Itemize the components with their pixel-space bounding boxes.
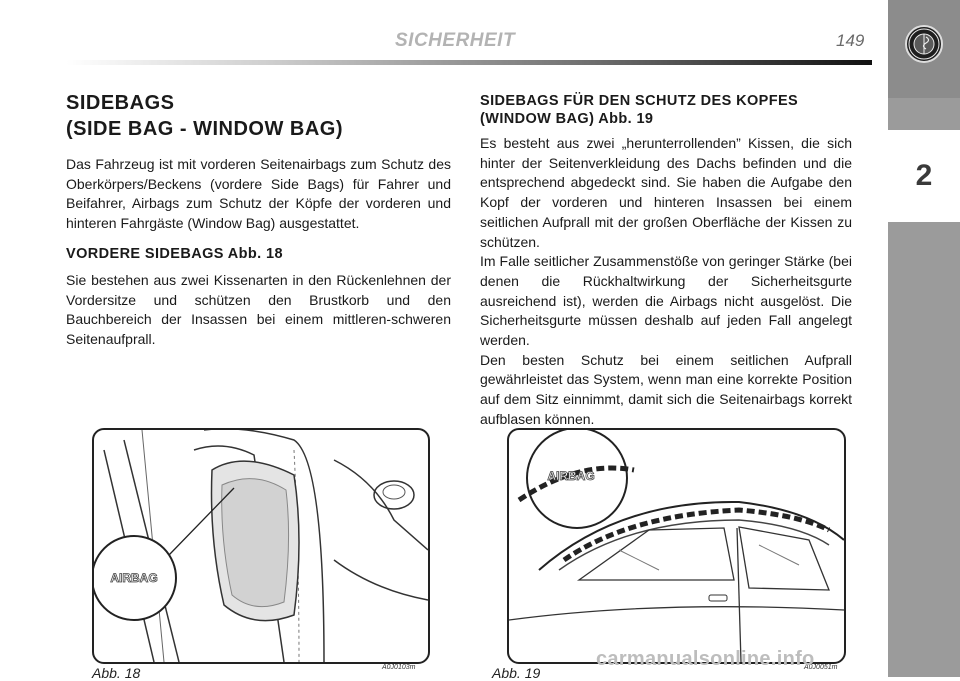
front-sidebags-heading: VORDERE SIDEBAGS Abb. 18: [66, 246, 283, 262]
main-heading-line2: (SIDE BAG - WINDOW BAG): [66, 118, 344, 140]
figure-19-caption: Abb. 19: [492, 665, 541, 681]
fig18-airbag-label: AIRBAG: [110, 571, 158, 585]
window-bag-paragraph-3: Den besten Schutz bei einem seitlichen Aufprall gewährleistet das System, wenn man eine korrekte Position auf dem Sitz einnimmt, damit sich die Seitenairbags korrekt aufblasen können.: [480, 351, 852, 427]
window-bag-text: [480, 134, 852, 430]
alfa-romeo-emblem-icon: [907, 27, 941, 61]
figure-19-code: A0J0051m: [804, 664, 838, 671]
window-bag-heading-line1: SIDEBAGS FÜR DEN SCHUTZ DES KOPFES: [480, 93, 799, 109]
header-rule: [66, 60, 872, 65]
main-heading-line1: SIDEBAGS: [66, 92, 175, 114]
brand-logo-icon: [905, 25, 943, 63]
section-title: SICHERHEIT: [395, 30, 516, 51]
intro-paragraph: Das Fahrzeug ist mit vorderen Seitenairbags zum Schutz des Oberkörpers/Beckens (vordere Side Bags) für Fahrer und Beifahrer, Airbags zum Schutz der Köpfe der vorderen und hinteren Fahrgäste (Window Bag) ausgestattet.: [66, 156, 451, 232]
window-bag-heading-line2: (WINDOW BAG) Abb. 19: [480, 111, 654, 127]
front-sidebags-paragraph: Sie bestehen aus zwei Kissenarten in den Rückenlehnen der Vordersitze und schützen den Brustkorb und den Bauchbereich der Insassen bei einem mittleren-schweren Seitenaufprall.: [66, 272, 451, 348]
main-heading: [66, 90, 466, 142]
figure-18-code: A0J0103m: [382, 664, 416, 671]
seat-airbag-illustration: [94, 430, 428, 662]
chapter-tab[interactable]: [888, 130, 960, 222]
figure-19: [507, 428, 846, 664]
window-bag-paragraph-1: Es besteht aus zwei „herunterrollenden” Kissen, die sich hinter der Seitenverkleidung des Dachs befinden und die entsprechend abgedeckt sind. Sie haben die Aufgabe den Kopf der vorderen und hinteren Insassen bei einem seitlichen Aufprall mit der großen Oberfläche der Kissen zu schützen.: [480, 135, 852, 250]
fig19-airbag-label: AIRBAG: [547, 469, 595, 483]
site-watermark: carmanualsonline.info: [596, 648, 815, 670]
chapter-number: 2: [915, 159, 933, 192]
figure-18: [92, 428, 430, 664]
page-number: 149: [836, 31, 865, 50]
window-bag-heading: [480, 92, 852, 128]
brand-logo-box: [888, 0, 960, 98]
figure-18-caption: Abb. 18: [92, 665, 141, 681]
chapter-sidebar: [888, 0, 960, 677]
window-bag-illustration: [509, 430, 844, 662]
window-bag-paragraph-2: Im Falle seitlicher Zusammenstöße von geringer Stärke (bei denen die Rückhaltwirkung der Sicherheitsgurte ausreichend ist), werden die Airbags nicht ausgelöst. Die Sicherheitsgurte müssen deshalb auf jeden Fall angelegt werden.: [480, 253, 852, 349]
